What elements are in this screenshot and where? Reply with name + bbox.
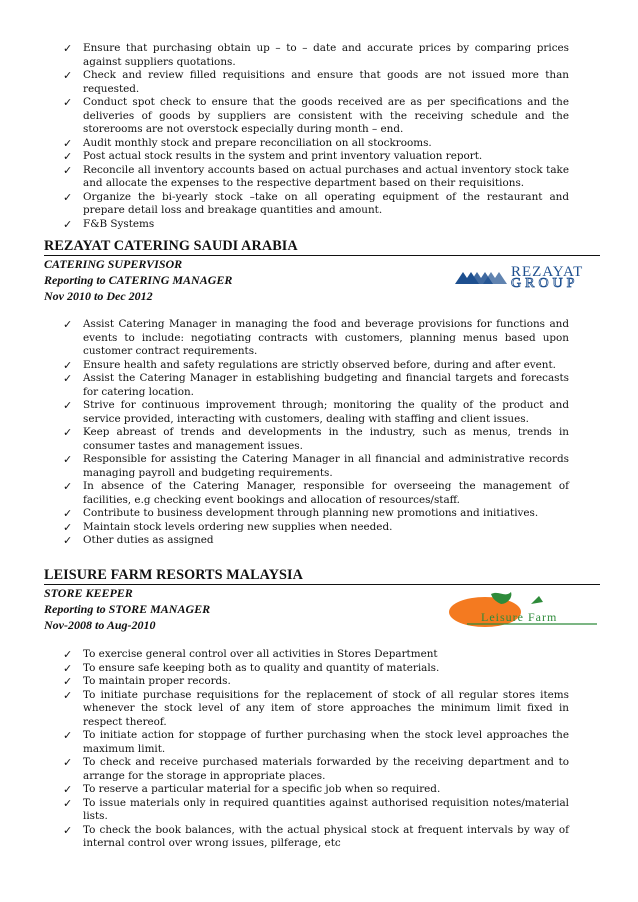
rezayat-group-logo bbox=[455, 266, 595, 290]
checkmark-icon: ✓ bbox=[63, 729, 73, 742]
leisure-farm-logo bbox=[447, 588, 599, 630]
rezayat-duties-list bbox=[44, 318, 604, 548]
checkmark-icon: ✓ bbox=[63, 399, 73, 412]
list-item: ✓ Strive for continuous improvement through; monitoring the quality of the product and service provided, interacting with customers, dealing with staffing and client issues. bbox=[63, 399, 569, 425]
checkmark-icon: ✓ bbox=[63, 520, 73, 534]
previous-job-duties-list bbox=[44, 42, 604, 231]
rezayat-logo-text: REZAYAT bbox=[511, 264, 584, 280]
checkmark-icon: ✓ bbox=[63, 217, 73, 231]
list-item: ✓ Maintain stock levels ordering new supplies when needed. bbox=[63, 520, 393, 534]
list-item: ✓ Check and review filled requisitions and ensure that goods are not issued more than requested. bbox=[63, 69, 569, 95]
checkmark-icon: ✓ bbox=[63, 648, 73, 661]
list-item: ✓ To issue materials only in required quantities against authorised requisition notes/material lists. bbox=[63, 796, 569, 822]
list-item: ✓ Reconcile all inventory accounts based on actual purchases and actual inventory stock take and allocate the expenses to the respective department based on their requisitions. bbox=[63, 163, 569, 189]
employment-period: Nov 2010 to Dec 2012 bbox=[44, 289, 153, 303]
checkmark-icon: ✓ bbox=[63, 534, 73, 547]
list-item: ✓ Organize the bi-yearly stock –take on all operating equipment of the restaurant and prepare detail loss and breakage quantities and amount. bbox=[63, 190, 569, 216]
checkmark-icon: ✓ bbox=[63, 783, 73, 796]
employment-period: Nov-2008 to Aug-2010 bbox=[44, 618, 156, 632]
checkmark-icon: ✓ bbox=[63, 426, 73, 439]
list-item: ✓ To check and receive purchased materials forwarded by the receiving department and to arrange for the storage in appropriate places. bbox=[63, 756, 569, 782]
checkmark-icon: ✓ bbox=[63, 150, 73, 163]
checkmark-icon: ✓ bbox=[63, 136, 73, 150]
list-item: ✓ Contribute to business development through planning new promotions and initiatives. bbox=[63, 507, 539, 520]
list-item: ✓ Other duties as assigned bbox=[63, 534, 214, 547]
checkmark-icon: ✓ bbox=[63, 823, 73, 837]
job-title: CATERING SUPERVISOR bbox=[44, 257, 183, 271]
list-item: ✓ Post actual stock results in the system and print inventory valuation report. bbox=[63, 150, 483, 163]
rezayat-logo-subtext: GROUP bbox=[511, 276, 579, 291]
list-item: ✓ F&B Systems bbox=[63, 217, 155, 231]
list-item: ✓ Ensure health and safety regulations are strictly observed before, during and after event. bbox=[63, 358, 556, 372]
list-item: ✓ To check the book balances, with the actual physical stock at frequent intervals by way of internal control over wrong issues, pilferage, etc bbox=[63, 823, 569, 849]
checkmark-icon: ✓ bbox=[63, 42, 73, 55]
checkmark-icon: ✓ bbox=[63, 318, 73, 331]
checkmark-icon: ✓ bbox=[63, 96, 73, 109]
list-item: ✓ To reserve a particular material for a specific job when so required. bbox=[63, 783, 441, 796]
list-item: ✓ In absence of the Catering Manager, responsible for overseeing the management of facilities, e.g checking event bookings and allocation of resources/staff. bbox=[63, 480, 569, 506]
checkmark-icon: ✓ bbox=[63, 163, 73, 177]
reporting-line: Reporting to CATERING MANAGER bbox=[44, 273, 233, 287]
checkmark-icon: ✓ bbox=[63, 69, 73, 82]
checkmark-icon: ✓ bbox=[63, 661, 73, 675]
list-item: ✓ Responsible for assisting the Catering Manager in all financial and administrative records managing payroll and budgeting requirements. bbox=[63, 453, 569, 479]
list-item: ✓ Assist the Catering Manager in establishing budgeting and financial targets and forecasts for catering location. bbox=[63, 372, 569, 398]
list-item: ✓ Ensure that purchasing obtain up – to – date and accurate prices by comparing prices against suppliers quotations. bbox=[63, 42, 569, 68]
list-item: ✓ Keep abreast of trends and developments in the industry, such as menus, trends in consumer tastes and management issues. bbox=[63, 426, 569, 452]
checkmark-icon: ✓ bbox=[63, 756, 73, 769]
checkmark-icon: ✓ bbox=[63, 372, 73, 385]
list-item: ✓ Audit monthly stock and prepare reconciliation on all stockrooms. bbox=[63, 136, 432, 150]
job-title: STORE KEEPER bbox=[44, 586, 133, 600]
checkmark-icon: ✓ bbox=[63, 507, 73, 520]
list-item: ✓ To exercise general control over all activities in Stores Department bbox=[63, 648, 438, 661]
company-heading-leisure-farm: LEISURE FARM RESORTS MALAYSIA bbox=[44, 567, 600, 585]
checkmark-icon: ✓ bbox=[63, 480, 73, 493]
leisure-farm-logo-text: Leisure Farm bbox=[481, 610, 558, 624]
list-item: ✓ To initiate purchase requisitions for the replacement of stock of all regular stores items whenever the stock level of any item of store approaches the minimum limit fixed in respect thereof. bbox=[63, 688, 569, 728]
list-item: ✓ To ensure safe keeping both as to quality and quantity of materials. bbox=[63, 661, 440, 675]
list-item: ✓ Assist Catering Manager in managing the food and beverage provisions for functions and events to include: negotiating contracts with customers, planning menus based upon customer contract requirements. bbox=[63, 318, 569, 357]
list-item: ✓ Conduct spot check to ensure that the goods received are as per specifications and the deliveries of goods by suppliers are consistent with the receiving schedule and the storerooms are not overstock especially during month – end. bbox=[63, 96, 569, 135]
checkmark-icon: ✓ bbox=[63, 453, 73, 466]
list-item: ✓ To maintain proper records. bbox=[63, 675, 231, 688]
checkmark-icon: ✓ bbox=[63, 688, 73, 702]
checkmark-icon: ✓ bbox=[63, 796, 73, 810]
leisure-farm-duties-list bbox=[44, 648, 604, 851]
checkmark-icon: ✓ bbox=[63, 190, 73, 204]
checkmark-icon: ✓ bbox=[63, 358, 73, 372]
list-item: ✓ To initiate action for stoppage of further purchasing when the stock level approaches the maximum limit. bbox=[63, 729, 569, 755]
reporting-line: Reporting to STORE MANAGER bbox=[44, 602, 211, 616]
company-heading-rezayat: REZAYAT CATERING SAUDI ARABIA bbox=[44, 238, 600, 256]
checkmark-icon: ✓ bbox=[63, 675, 73, 688]
